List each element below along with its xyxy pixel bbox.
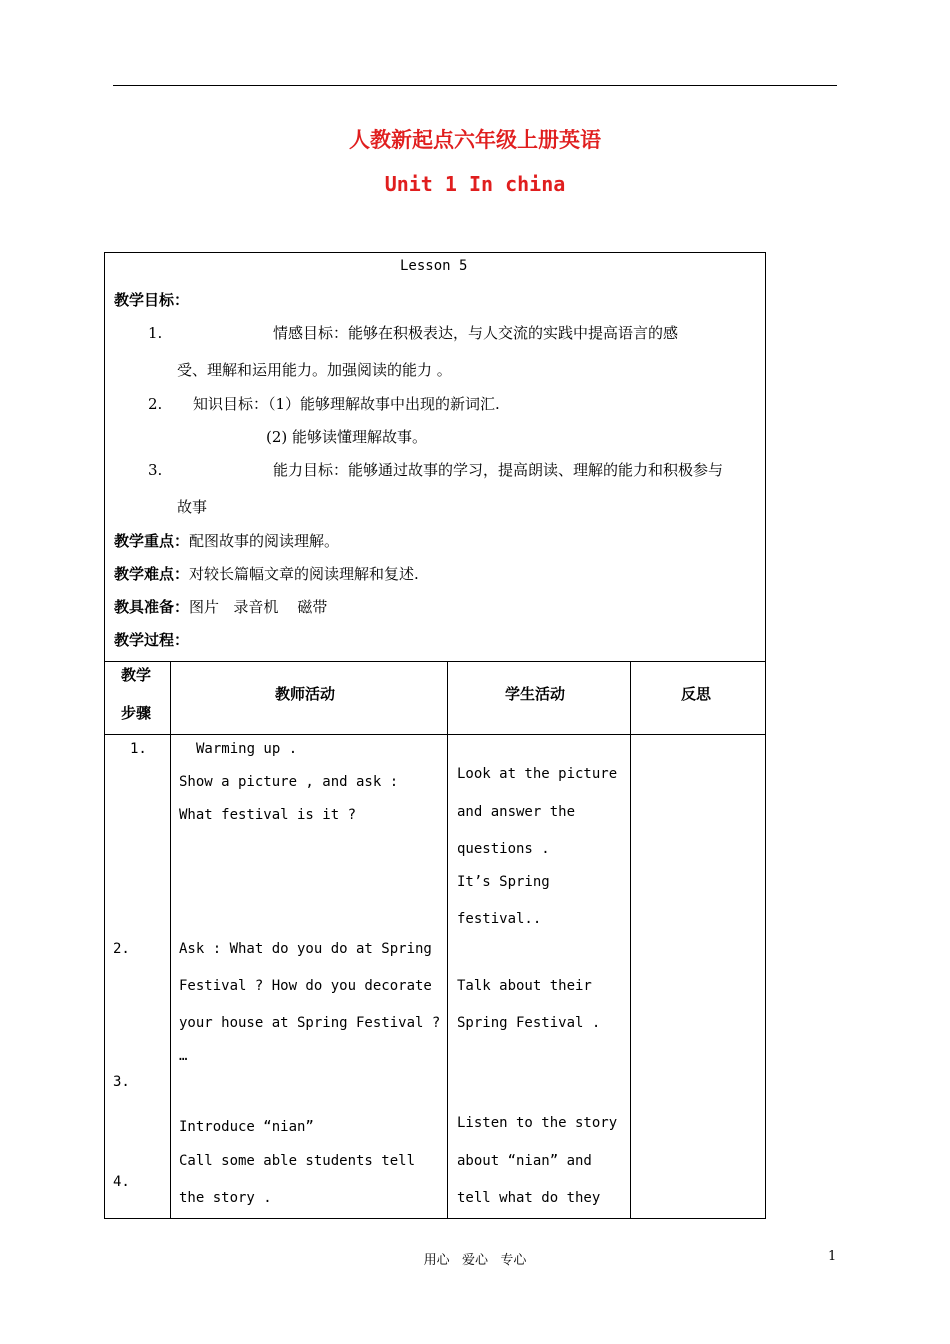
objective-3-number: 3. [148,461,163,479]
page-footer: 用心 爱心 专心 [423,1253,527,1268]
materials-text: 图片 录音机 磁带 [189,598,328,616]
teacher-activity-line: Festival ? How do you decorate [179,978,432,994]
objective-1-text-cont: 受、理解和运用能力。加强阅读的能力 。 [177,361,452,379]
teacher-activity-line: Introduce “nian” [179,1119,314,1135]
teacher-activity-line: the story . [179,1190,272,1206]
header-teacher-activity: 教师活动 [275,685,336,703]
step-number: 1. [130,741,147,757]
student-activity-line: tell what do they [457,1190,601,1206]
student-activity-line: It’s Spring [457,874,550,890]
column-divider [447,662,448,1218]
header-rule [113,85,837,86]
student-activity-line: about “nian” and [457,1153,592,1169]
objective-2-number: 2. [148,395,163,413]
header-step-line1: 教学 [121,666,152,684]
objectives-label: 教学目标： [114,291,190,309]
teacher-activity-line: … [179,1048,188,1064]
student-activity-line: Talk about their [457,978,592,994]
header-step-line2: 步骤 [121,704,152,722]
lesson-title: Lesson 5 [400,258,468,274]
key-points-text: 配图故事的阅读理解。 [189,532,340,550]
header-reflection: 反思 [681,685,712,703]
difficulties-text: 对较长篇幅文章的阅读理解和复述. [189,565,419,583]
student-activity-line: questions . [457,841,550,857]
student-activity-line: Look at the picture [457,766,618,782]
objective-3-text: 能力目标：能够通过故事的学习，提高朗读、理解的能力和积极参与 [273,461,724,479]
teacher-activity-line: your house at Spring Festival ? [179,1015,441,1031]
document-title: 人教新起点六年级上册英语 [349,128,601,152]
objective-1-number: 1. [148,324,163,342]
materials [114,598,327,616]
column-divider [170,662,171,1218]
teacher-activity-line: Call some able students tell [179,1153,416,1169]
header-student-activity: 学生活动 [505,685,566,703]
teacher-activity-line: Warming up . [196,741,298,757]
document-subtitle: Unit 1 In china [384,172,566,196]
teacher-activity-line: What festival is it ? [179,807,357,823]
column-divider [630,662,631,1218]
student-activity-line: Listen to the story [457,1115,618,1131]
key-points [114,532,339,550]
student-activity-line: festival.. [457,911,542,927]
objective-2-text-cont: (2) 能够读懂理解故事。 [266,428,428,446]
teacher-activity-line: Ask : What do you do at Spring [179,941,432,957]
process-label: 教学过程： [114,631,190,649]
key-points-label: 教学重点： [114,532,190,550]
objective-2-text: 知识目标：（1）能够理解故事中出现的新词汇. [193,395,500,413]
step-number: 4. [113,1174,130,1190]
student-activity-line: and answer the [457,804,576,820]
difficulties [114,565,419,583]
difficulties-label: 教学难点： [114,565,190,583]
page-number: 1 [828,1249,837,1264]
materials-label: 教具准备： [114,598,190,616]
step-number: 2. [113,941,130,957]
objective-1-text: 情感目标：能够在积极表达，与人交流的实践中提高语言的感 [273,324,679,342]
step-number: 3. [113,1074,130,1090]
student-activity-line: Spring Festival . [457,1015,601,1031]
teacher-activity-line: Show a picture , and ask : [179,774,399,790]
objective-3-text-cont: 故事 [177,498,208,516]
header-row-divider [105,734,765,735]
